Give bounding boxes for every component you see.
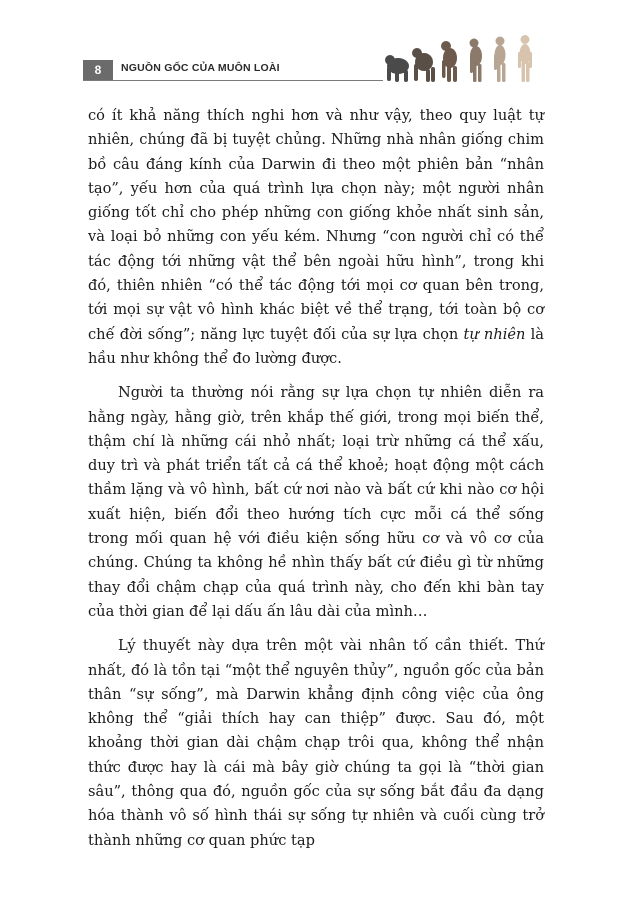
paragraph-1-text: có ít khả năng thích nghi hơn và như vậy, theo quy luật tự nhiên, chúng đã bị tuyệt chủng. Những nhà nhân giống chim bồ câu đáng kính của Darwin đi theo một phiên bản “nhân tạo”, yếu hơn của quá trình lựa chọn này; một người nhân giống tốt chỉ cho phép những con giống khỏe nhất sinh sản, và loại bỏ những con yếu kém. Nhưng “con người chỉ có thể tác động tới những vật thể bên ngoài hữu hình”, trong khi đó, thiên nhiên “có thể tác động tới mọi cơ quan bên trong, tới mọi sự vật vô hình khác biệt về thể trạng, tới toàn bộ cơ chế đời sống”; năng lực tuyệt đối của sự lựa chọn	[88, 107, 544, 343]
paragraph-1-end: là hầu như không thể đo lường được.	[88, 325, 544, 367]
running-title: NGUỒN GỐC CỦA MUÔN LOÀI	[121, 62, 280, 74]
page-header	[0, 0, 630, 92]
paragraph-1	[88, 104, 544, 371]
paragraph-3: Lý thuyết này dựa trên một vài nhân tố cần thiết. Thứ nhất, đó là tồn tại “một thể nguyên thủy”, nguồn gốc của bản thân “sự sống”, mà Darwin khẳng định công việc của ông không thể “giải thích hay can thiệp” được. Sau đó, một khoảng thời gian dài chậm chạp trôi qua, không thể nhận thức được hay là cái mà bây giờ chúng ta gọi là “thời gian sâu”, thông qua đó, nguồn gốc của sự sống bắt đầu đa dạng hóa thành vô số hình thái sự sống tự nhiên và cuối cùng trở thành những cơ quan phức tạp	[88, 637, 544, 849]
evolution-figure-1	[385, 55, 409, 82]
emphasis-text: tự nhiên	[463, 325, 526, 343]
evolution-figure-4	[470, 39, 483, 83]
header-rule	[83, 80, 383, 81]
page-number: 8	[83, 60, 113, 80]
evolution-figure-6	[518, 35, 532, 82]
evolution-figure-5	[494, 37, 506, 83]
human-evolution-icon	[384, 34, 550, 86]
paragraph-2: Người ta thường nói rằng sự lựa chọn tự nhiên diễn ra hằng ngày, hằng giờ, trên khắp thế giới, trong mọi biến thể, thậm chí là những cái nhỏ nhất; loại trừ những cá thể xấu, duy trì và phát triển tất cả cá thể khoẻ; hoạt động một cách thầm lặng và vô hình, bất cứ nơi nào và bất cứ khi nào cơ hội xuất hiện, biến đổi theo hướng tích cực mỗi cá thể sống trong mối quan hệ với điều kiện sống hữu cơ và vô cơ của chúng. Chúng ta không hề nhìn thấy bất cứ điều gì từ những thay đổi chậm chạp của quá trình này, cho đến khi bàn tay của thời gian để lại dấu ấn lâu dài của mình…	[88, 384, 544, 620]
evolution-figure-3	[441, 41, 457, 82]
evolution-figure-2	[412, 48, 435, 82]
body-text	[88, 104, 544, 853]
